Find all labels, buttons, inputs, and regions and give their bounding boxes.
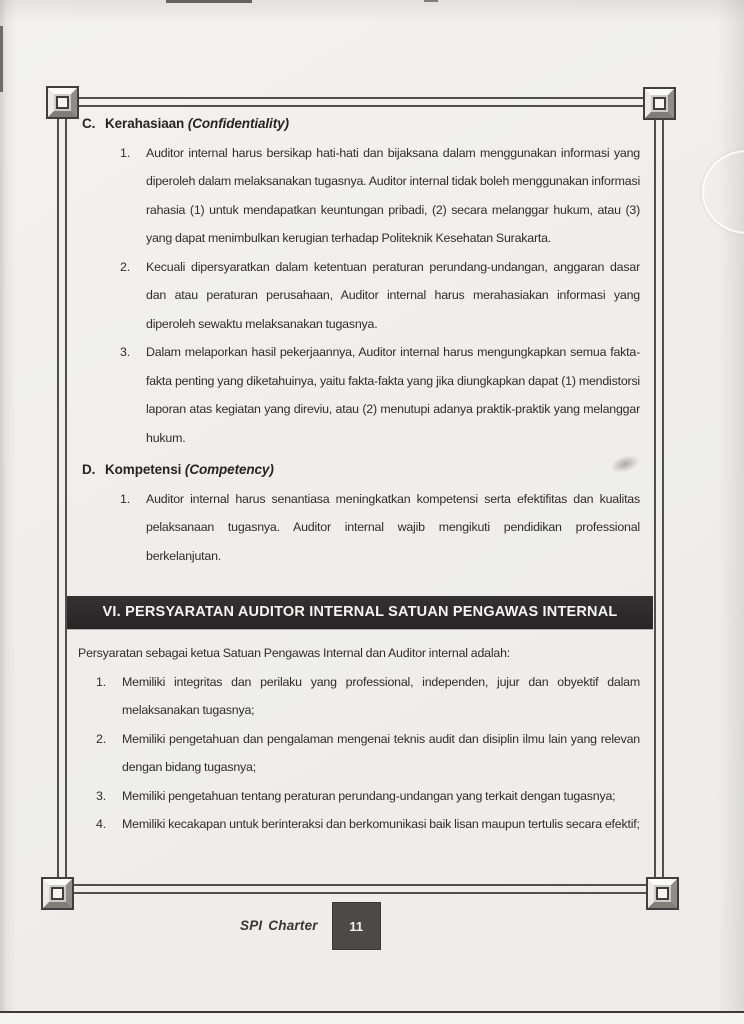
section-kerahasiaan [82, 110, 640, 452]
section-title-english: (Competency) [184, 462, 274, 477]
section-title: Kerahasiaan (Confidentiality) [105, 116, 289, 131]
frame-rail-right [654, 120, 664, 877]
list-item-text: Memiliki pengetahuan dan pengalaman mengenai teknis audit dan disiplin ilmu lain yang relevan dengan bidang tugasnya; [122, 731, 640, 774]
section-kompetensi [82, 456, 640, 570]
section-item-list [82, 485, 640, 571]
section-title-english: (Confidentiality) [187, 116, 289, 131]
requirements-list [78, 668, 640, 839]
section-title: Kompetensi (Competency) [105, 462, 274, 477]
frame-corner-top-right [643, 87, 676, 120]
banner-title: VI. PERSYARATAN AUDITOR INTERNAL SATUAN PENGAWAS INTERNAL [102, 604, 618, 620]
section-heading [82, 456, 640, 485]
scan-edge-artifact [424, 0, 438, 2]
frame-corner-inner-square [653, 97, 666, 110]
scan-edge-artifact [0, 26, 3, 92]
scan-edge-artifact [166, 0, 252, 3]
frame-corner-inner-square [56, 96, 69, 109]
list-item-number: 3. [96, 788, 106, 803]
list-item-text: Auditor internal harus senantiasa meningkatkan kompetensi serta efektifitas dan kualitas pelaksanaan tugasnya. Auditor internal wajib mengikuti pendidikan professional berkelanjutan. [146, 491, 640, 563]
list-item [78, 725, 640, 782]
section-heading [82, 110, 640, 139]
list-item-number: 1. [120, 491, 130, 506]
list-item-text: Memiliki pengetahuan tentang peraturan perundang-undangan yang terkait dengan tugasnya; [122, 788, 616, 803]
frame-corner-inner-square [51, 887, 64, 900]
list-item-text: Auditor internal harus bersikap hati-hati dan bijaksana dalam menggunakan informasi yang diperoleh dalam melaksanakan tugasnya. Auditor internal tidak boleh menggunakan informasi rahasia (1) untuk mendapatkan keuntungan pribadi, (2) secara melanggar hukum, atau (3) yang dapat menimbulkan kerugian terhadap Politeknik Kesehatan Surakarta. [146, 145, 640, 245]
list-item [78, 668, 640, 725]
list-item [82, 338, 640, 452]
section-letter: D. [82, 462, 96, 477]
list-item-text: Kecuali dipersyaratkan dalam ketentuan peraturan perundang-undangan, anggaran dasar dan atau peraturan perusahaan, Auditor internal harus merahasiakan informasi yang diperoleh sewaktu melaksanakan tugasnya. [146, 259, 640, 331]
list-item [82, 139, 640, 253]
list-item [82, 253, 640, 339]
frame-corner-top-left [46, 86, 79, 119]
footer-doc-title: SPI Charter [240, 918, 318, 933]
frame-rail-top [79, 97, 643, 107]
list-item-text: Memiliki kecakapan untuk berinteraksi dan berkomunikasi baik lisan maupun tertulis secara efektif; [122, 817, 640, 831]
list-item-number: 3. [120, 345, 130, 359]
page-number-badge: 11 [332, 902, 381, 950]
list-item-number: 1. [96, 674, 106, 689]
list-item-text: Dalam melaporkan hasil pekerjaannya, Auditor internal harus mengungkapkan semua fakta-fakta penting yang diketahuinya, yaitu fakta-fakta yang jika diungkapkan dapat (1) mendistorsi laporan atas kegiatan yang direviu, atau (2) menutupi adanya praktik-praktik yang melanggar hukum. [146, 345, 640, 445]
list-item-number: 1. [120, 145, 130, 160]
list-item-number: 2. [120, 259, 130, 274]
list-item [82, 485, 640, 571]
page-footer [0, 902, 744, 952]
requirements-intro: Persyaratan sebagai ketua Satuan Pengawas Internal dan Auditor internal adalah: [78, 646, 511, 660]
frame-corner-inner-square [656, 887, 669, 900]
section-banner [67, 596, 653, 629]
list-item-number: 2. [96, 731, 106, 746]
requirements-block [78, 639, 640, 839]
section-letter: C. [82, 116, 96, 131]
list-item-text: Memiliki integritas dan perilaku yang professional, independen, jujur dan obyektif dalam melaksanakan tugasnya; [122, 674, 640, 717]
section-item-list [82, 139, 640, 453]
scan-arc-artifact [702, 150, 744, 234]
scanner-background-strip [0, 1013, 744, 1024]
frame-rail-bottom [74, 884, 646, 894]
frame-rail-left [57, 119, 67, 877]
list-item [78, 782, 640, 811]
list-item-number: 4. [96, 817, 106, 831]
footer-content [240, 902, 381, 950]
list-item [78, 810, 640, 839]
